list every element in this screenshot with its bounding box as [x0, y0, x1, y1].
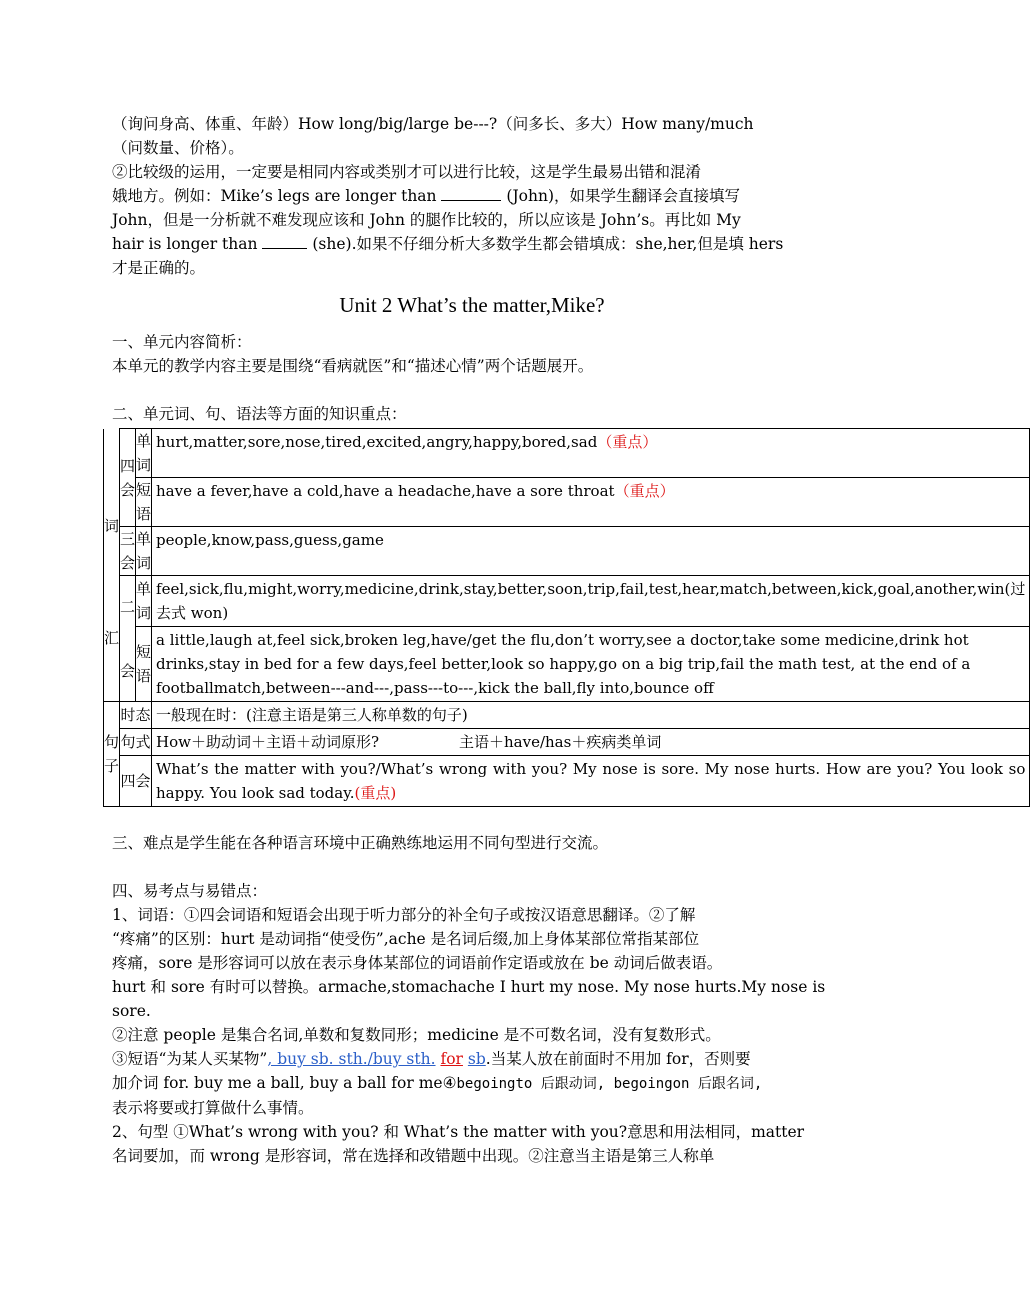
- text-line: ③短语“为某人买某物”, buy sb. sth./buy sth. for sb.当某人放在前面时不用加 for，否则要: [112, 1050, 751, 1068]
- word-label: 单词: [136, 527, 152, 576]
- text-line: （问数量、价格）。: [112, 139, 244, 157]
- table-cell: people,know,pass,guess,game: [152, 527, 1030, 576]
- vocab-label-bottom: 汇: [104, 576, 120, 702]
- document-page: [104, 112, 1026, 1168]
- text-line: ②注意 people 是集合名词,单数和复数同形；medicine 是不可数名词，没有复数形式。: [112, 1026, 721, 1044]
- sentence-label: 句 子: [104, 702, 120, 807]
- text-line: hurt 和 sore 有时可以替换。armache,stomachache I hurt my nose. My nose hurts.My nose is: [112, 978, 826, 996]
- three-skill-label: 三会: [120, 527, 136, 576]
- phrase-link-for: for: [440, 1050, 463, 1068]
- table-cell: hurt,matter,sore,nose,tired,excited,angry,happy,bored,sad（重点）: [152, 429, 1030, 478]
- text-line: 疼痛，sore 是形容词可以放在表示身体某部位的词语前作定语或放在 be 动词后做表语。: [112, 954, 723, 972]
- two-skill-label: 二 会: [120, 576, 136, 702]
- word-label: 单词: [136, 429, 152, 478]
- text-line: ②比较级的运用，一定要是相同内容或类别才可以进行比较，这是学生最易出错和混淆: [112, 163, 702, 181]
- text-line: 1、词语：①四会词语和短语会出现于听力部分的补全句子或按汉语意思翻译。②了解: [112, 906, 696, 924]
- four-skill-sentence-label: 四会: [120, 756, 152, 807]
- text-line: 加介词 for. buy me a ball, buy a ball for me④begoingto 后跟动词, begoingon 后跟名词,: [112, 1074, 763, 1092]
- table-cell: 一般现在时：(注意主语是第三人称单数的句子): [152, 702, 1030, 729]
- table-cell: feel,sick,flu,might,worry,medicine,drink,stay,better,soon,trip,fail,test,hear,match,between,kick,goal,another,win(过去式 won): [152, 576, 1030, 627]
- text-line: 表示将要或打算做什么事情。: [112, 1099, 314, 1117]
- fill-blank: [441, 185, 501, 201]
- phrase-link-sb: sb: [467, 1050, 486, 1068]
- text-line: 才是正确的。: [112, 259, 206, 277]
- section-heading: 三、难点是学生能在各种语言环境中正确熟练地运用不同句型进行交流。: [112, 834, 609, 852]
- phrase-label: 短语: [136, 478, 152, 527]
- four-skill-label: 四会: [120, 429, 136, 527]
- word-label: 单词: [136, 576, 152, 627]
- text-line: hair is longer than (she).如果不仔细分析大多数学生都会错填成：she,her,但是填 hers: [112, 235, 784, 253]
- table-cell: How＋助动词＋主语＋动词原形? 主语＋have/has＋疾病类单词: [152, 729, 1030, 756]
- table-cell: have a fever,have a cold,have a headache,have a sore throat（重点）: [152, 478, 1030, 527]
- pattern-label: 句式: [120, 729, 152, 756]
- text-line: 名词要加，而 wrong 是形容词，常在选择和改错题中出现。②注意当主语是第三人称单: [112, 1147, 715, 1165]
- knowledge-table: [103, 428, 1030, 807]
- table-cell: a little,laugh at,feel sick,broken leg,have/get the flu,don’t worry,see a doctor,take some medicine,drink hot drinks,stay in bed for a few days,feel better,look so happy,go on a big trip,fail the math test, at the end of a footballmatch,between---and---,pass---to---,kick the ball,fly into,bounce off: [152, 627, 1030, 702]
- vocab-label-top: 词: [104, 429, 120, 576]
- section-heading: 一、单元内容简析：: [112, 333, 252, 351]
- text-line: 娥地方。例如：Mike’s legs are longer than (John)，如果学生翻译会直接填写: [112, 187, 741, 205]
- text-line: “疼痛”的区别：hurt 是动词指“使受伤”,ache 是名词后缀,加上身体某部位常指某部位: [112, 930, 700, 948]
- text-line: John，但是一分析就不难发现应该和 John 的腿作比较的，所以应该是 John’s。再比如 My: [112, 211, 741, 229]
- table-cell: What’s the matter with you?/What’s wrong with you? My nose is sore. My nose hurts. How are you? You look so happy. You look sad today.(重点): [152, 756, 1030, 807]
- tense-label: 时态: [120, 702, 152, 729]
- phrase-link: , buy sb. sth./buy sth.: [267, 1050, 436, 1068]
- text-line: 2、句型 ①What’s wrong with you? 和 What’s the matter with you?意思和用法相同，matter: [112, 1123, 805, 1141]
- phrase-label: 短语: [136, 627, 152, 702]
- fill-blank: [262, 233, 307, 249]
- text-line: （询问身高、体重、年龄）How long/big/large be---?（问多长、多大）How many/much: [112, 115, 754, 133]
- text-line: sore.: [112, 1002, 151, 1020]
- section-heading: 四、易考点与易错点：: [112, 882, 268, 900]
- section-heading: 二、单元词、句、语法等方面的知识重点：: [112, 405, 407, 423]
- unit-title: Unit 2 What’s the matter,Mike?: [339, 293, 605, 317]
- section-body: 本单元的教学内容主要是围绕“看病就医”和“描述心情”两个话题展开。: [112, 357, 594, 375]
